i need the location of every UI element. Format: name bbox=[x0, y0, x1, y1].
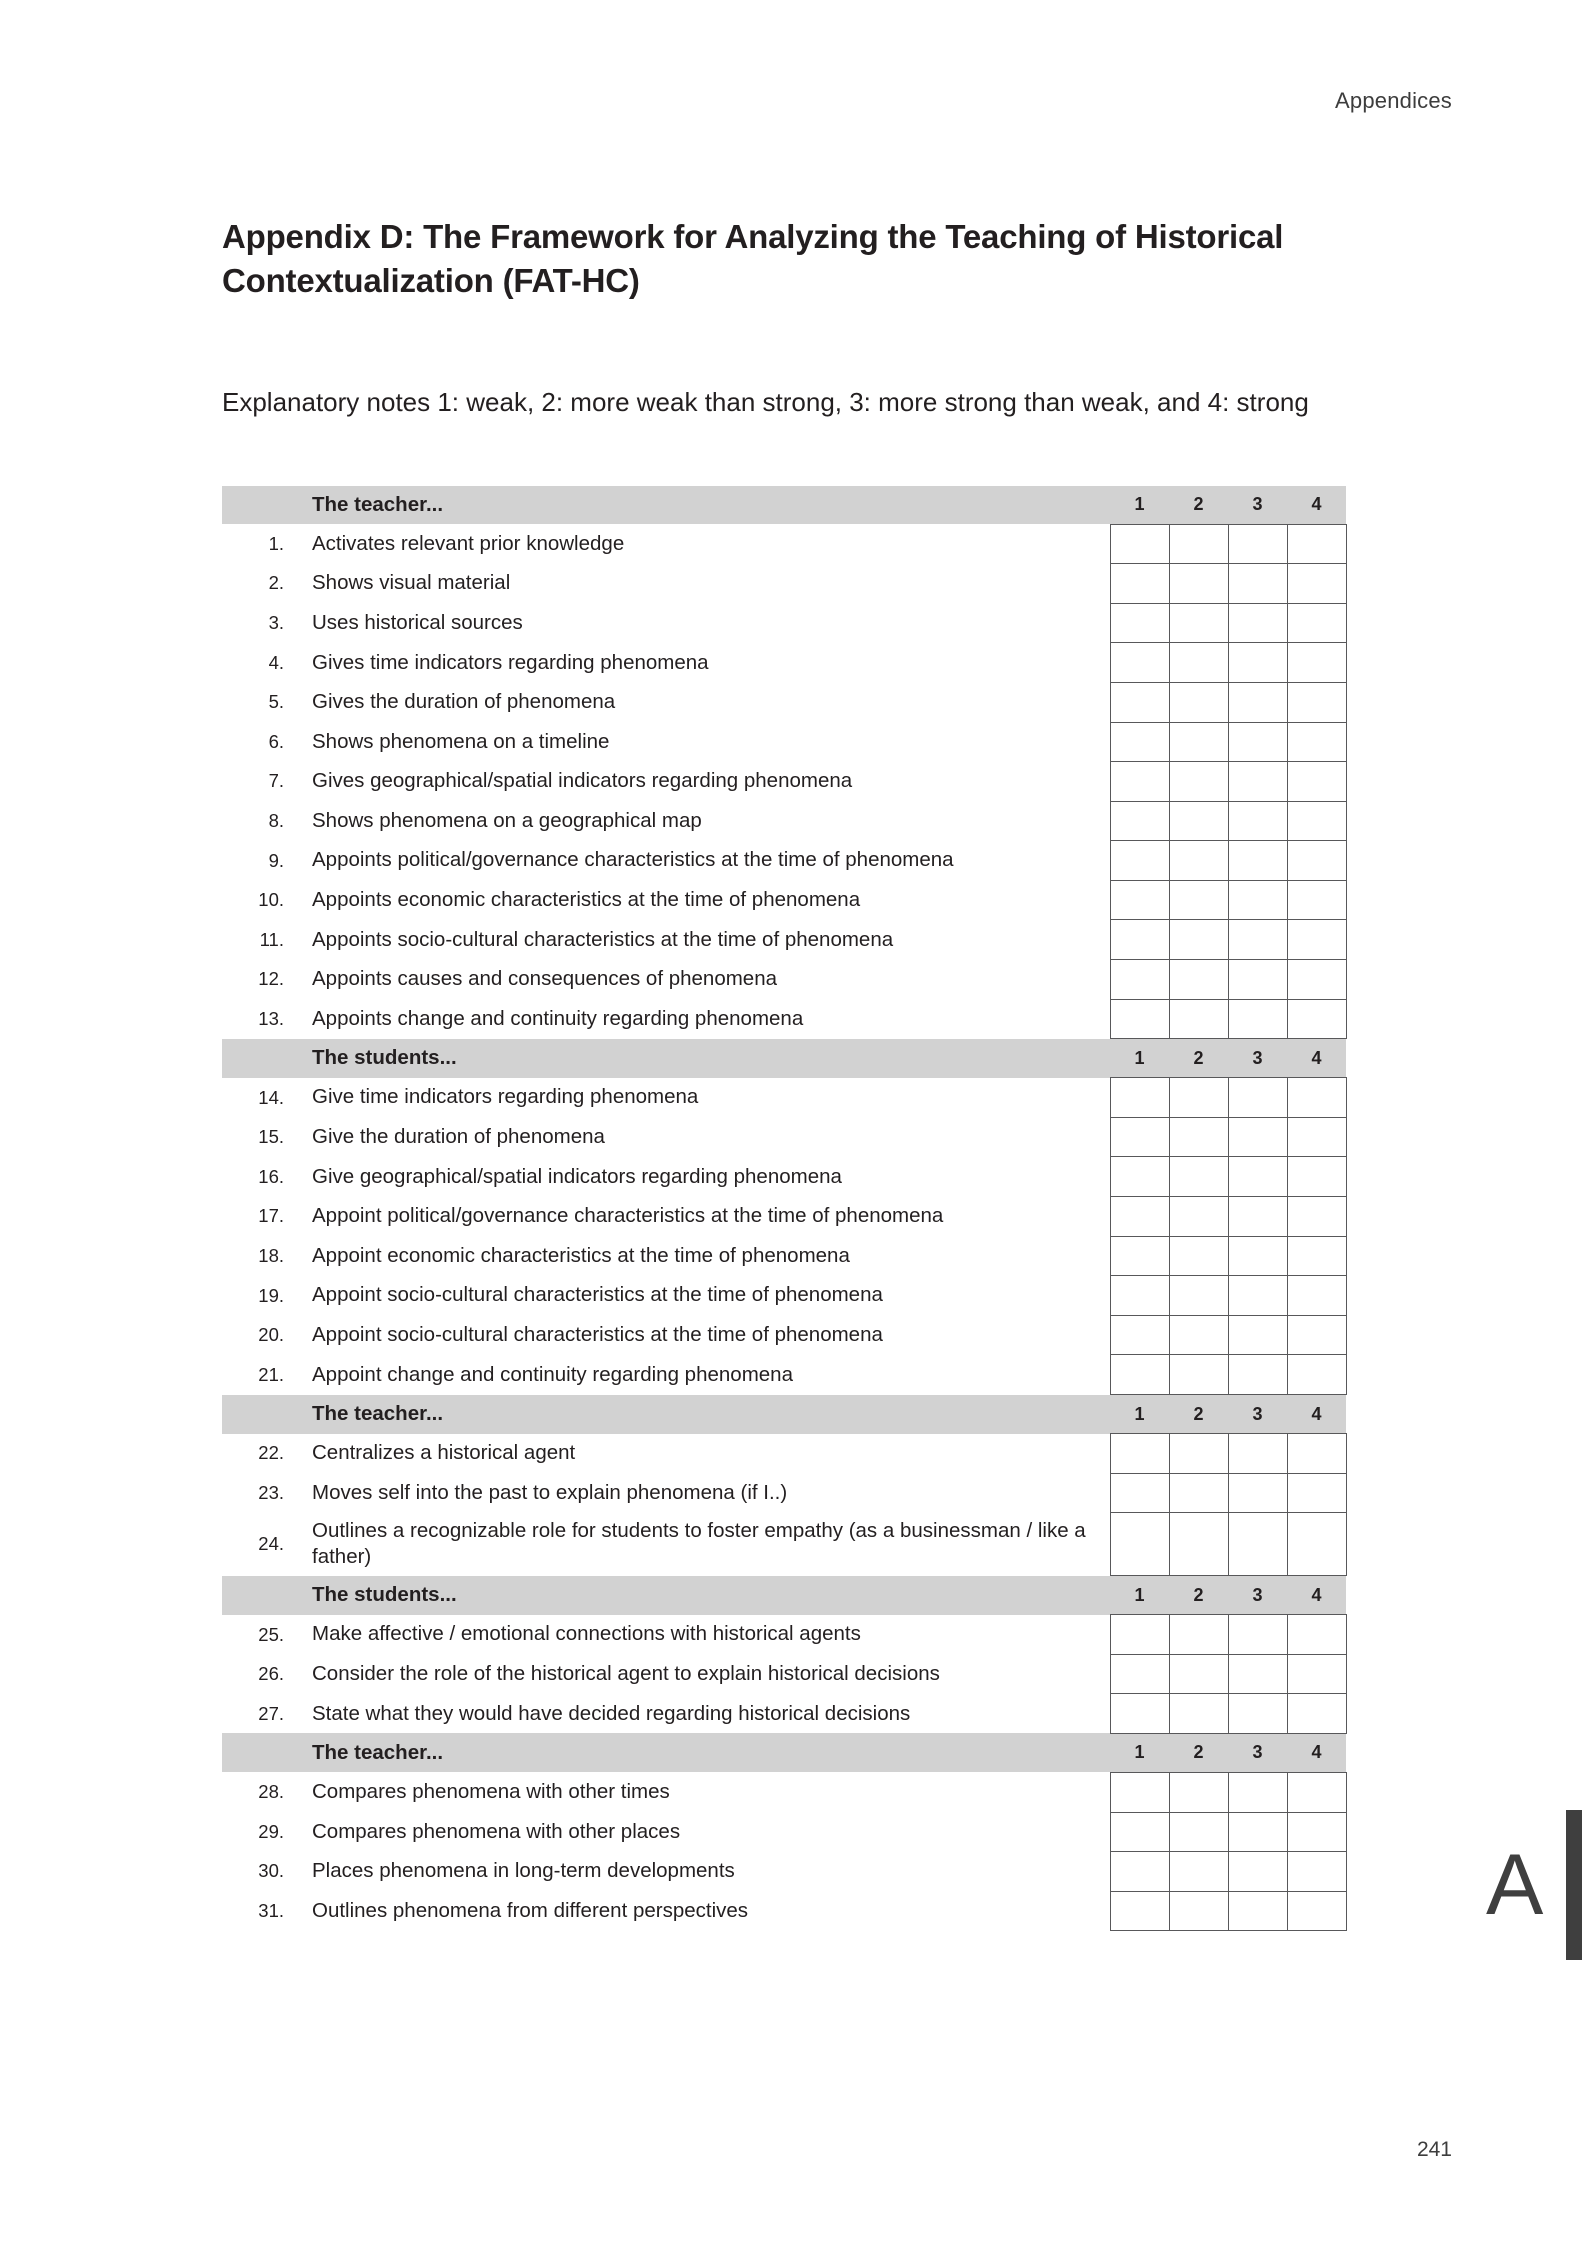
item-text: Centralizes a historical agent bbox=[312, 1441, 576, 1465]
score-checkbox-cell[interactable] bbox=[1169, 1078, 1228, 1118]
score-checkbox-cell[interactable] bbox=[1110, 1434, 1169, 1474]
table-row bbox=[222, 1157, 1346, 1197]
score-checkbox-cell[interactable] bbox=[1287, 1355, 1346, 1395]
table-section-header-row bbox=[222, 1733, 1346, 1772]
score-checkbox-cell[interactable] bbox=[1228, 1654, 1287, 1694]
table-row bbox=[222, 1615, 1346, 1655]
score-checkbox-cell[interactable] bbox=[1228, 1694, 1287, 1734]
item-number: 10. bbox=[258, 889, 284, 911]
score-checkbox-cell[interactable] bbox=[1228, 1157, 1287, 1197]
item-text: Moves self into the past to explain phenomena (if I..) bbox=[312, 1480, 788, 1504]
item-number: 20. bbox=[258, 1324, 284, 1346]
item-number: 16. bbox=[258, 1165, 284, 1187]
score-checkbox-cell[interactable] bbox=[1169, 1852, 1228, 1892]
table-row bbox=[222, 524, 1346, 564]
score-column-header: 2 bbox=[1169, 1733, 1228, 1772]
table-section-header-row bbox=[222, 1576, 1346, 1615]
item-number: 22. bbox=[258, 1442, 284, 1464]
score-checkbox-cell[interactable] bbox=[1110, 1236, 1169, 1276]
item-text: Outlines a recognizable role for students to foster empathy (as a businessman / like a father) bbox=[312, 1518, 1086, 1569]
score-checkbox-cell[interactable] bbox=[1228, 643, 1287, 683]
item-text: Appoints political/governance characteristics at the time of phenomena bbox=[312, 848, 954, 872]
score-checkbox-cell[interactable] bbox=[1169, 1615, 1228, 1655]
score-checkbox-cell[interactable] bbox=[1110, 762, 1169, 802]
item-text: Give the duration of phenomena bbox=[312, 1125, 605, 1149]
item-number: 7. bbox=[268, 770, 284, 792]
table-row bbox=[222, 1852, 1346, 1892]
score-checkbox-cell[interactable] bbox=[1110, 880, 1169, 920]
item-text: Consider the role of the historical agent to explain historical decisions bbox=[312, 1661, 940, 1685]
item-number: 17. bbox=[258, 1205, 284, 1227]
item-text: Appoint socio-cultural characteristics at the time of phenomena bbox=[312, 1283, 883, 1307]
item-text: Uses historical sources bbox=[312, 610, 523, 634]
section-header-spacer bbox=[222, 1395, 310, 1434]
table-section-header-row bbox=[222, 1395, 1346, 1434]
score-checkbox-cell[interactable] bbox=[1228, 524, 1287, 564]
section-header-spacer bbox=[222, 486, 310, 525]
item-number: 3. bbox=[268, 612, 284, 634]
score-checkbox-cell[interactable] bbox=[1228, 722, 1287, 762]
item-text: Compares phenomena with other times bbox=[312, 1780, 670, 1804]
item-number: 8. bbox=[268, 810, 284, 831]
score-checkbox-cell[interactable] bbox=[1228, 920, 1287, 960]
table-row bbox=[222, 682, 1346, 722]
item-number: 24. bbox=[258, 1533, 284, 1555]
score-column-header: 1 bbox=[1110, 486, 1169, 525]
item-text: State what they would have decided regarding historical decisions bbox=[312, 1701, 911, 1725]
score-checkbox-cell[interactable] bbox=[1228, 1078, 1287, 1118]
score-checkbox-cell[interactable] bbox=[1228, 1812, 1287, 1852]
score-checkbox-cell[interactable] bbox=[1287, 1513, 1346, 1576]
item-number: 6. bbox=[268, 730, 284, 752]
score-checkbox-cell[interactable] bbox=[1228, 1355, 1287, 1395]
score-checkbox-cell[interactable] bbox=[1110, 564, 1169, 604]
score-checkbox-cell[interactable] bbox=[1110, 643, 1169, 683]
score-checkbox-cell[interactable] bbox=[1287, 1654, 1346, 1694]
score-checkbox-cell[interactable] bbox=[1110, 1615, 1169, 1655]
table-row bbox=[222, 762, 1346, 802]
item-number: 1. bbox=[268, 532, 284, 554]
score-checkbox-cell[interactable] bbox=[1169, 1694, 1228, 1734]
item-number: 28. bbox=[258, 1781, 284, 1803]
score-column-header: 3 bbox=[1228, 1395, 1287, 1434]
item-number: 18. bbox=[258, 1244, 284, 1266]
item-number: 13. bbox=[258, 1007, 284, 1029]
table-row bbox=[222, 999, 1346, 1039]
section-header-spacer bbox=[222, 1733, 310, 1772]
page-number: 241 bbox=[1416, 2138, 1452, 2161]
table-row bbox=[222, 1694, 1346, 1734]
score-checkbox-cell[interactable] bbox=[1169, 1891, 1228, 1931]
score-checkbox-cell[interactable] bbox=[1169, 1434, 1228, 1474]
score-checkbox-cell[interactable] bbox=[1169, 960, 1228, 1000]
score-checkbox-cell[interactable] bbox=[1110, 1772, 1169, 1812]
score-column-header: 4 bbox=[1287, 1395, 1346, 1434]
score-checkbox-cell[interactable] bbox=[1228, 1276, 1287, 1316]
table-row bbox=[222, 880, 1346, 920]
score-column-header: 3 bbox=[1228, 1733, 1287, 1772]
score-checkbox-cell[interactable] bbox=[1228, 841, 1287, 881]
score-checkbox-cell[interactable] bbox=[1228, 682, 1287, 722]
item-text: Shows phenomena on a timeline bbox=[312, 729, 610, 753]
score-checkbox-cell[interactable] bbox=[1110, 1117, 1169, 1157]
score-checkbox-cell[interactable] bbox=[1287, 682, 1346, 722]
score-checkbox-cell[interactable] bbox=[1228, 1236, 1287, 1276]
score-checkbox-cell[interactable] bbox=[1110, 1513, 1169, 1576]
score-checkbox-cell[interactable] bbox=[1228, 603, 1287, 643]
item-number: 9. bbox=[268, 849, 284, 871]
item-text: Gives the duration of phenomena bbox=[312, 690, 616, 714]
score-checkbox-cell[interactable] bbox=[1228, 762, 1287, 802]
item-number: 15. bbox=[258, 1126, 284, 1148]
table-row bbox=[222, 1078, 1346, 1118]
score-checkbox-cell[interactable] bbox=[1169, 999, 1228, 1039]
table-row bbox=[222, 1236, 1346, 1276]
table-row bbox=[222, 1117, 1346, 1157]
score-checkbox-cell[interactable] bbox=[1228, 801, 1287, 841]
table-row bbox=[222, 1772, 1346, 1812]
score-checkbox-cell[interactable] bbox=[1228, 1434, 1287, 1474]
table-row bbox=[222, 960, 1346, 1000]
score-checkbox-cell[interactable] bbox=[1110, 1694, 1169, 1734]
table-row bbox=[222, 1473, 1346, 1513]
score-checkbox-cell[interactable] bbox=[1228, 1615, 1287, 1655]
table-section-header-row bbox=[222, 1039, 1346, 1078]
score-checkbox-cell[interactable] bbox=[1287, 841, 1346, 881]
score-checkbox-cell[interactable] bbox=[1169, 841, 1228, 881]
table-row bbox=[222, 1315, 1346, 1355]
score-checkbox-cell[interactable] bbox=[1169, 801, 1228, 841]
score-checkbox-cell[interactable] bbox=[1169, 682, 1228, 722]
item-text: Shows phenomena on a geographical map bbox=[312, 808, 702, 832]
section-header-label: The teacher... bbox=[310, 1733, 1110, 1772]
score-column-header: 3 bbox=[1228, 1576, 1287, 1615]
item-text: Gives geographical/spatial indicators regarding phenomena bbox=[312, 769, 853, 793]
item-text: Shows visual material bbox=[312, 571, 511, 595]
score-checkbox-cell[interactable] bbox=[1228, 880, 1287, 920]
table-row bbox=[222, 1355, 1346, 1395]
score-checkbox-cell[interactable] bbox=[1287, 1852, 1346, 1892]
score-checkbox-cell[interactable] bbox=[1228, 1473, 1287, 1513]
score-checkbox-cell[interactable] bbox=[1110, 1276, 1169, 1316]
score-checkbox-cell[interactable] bbox=[1287, 762, 1346, 802]
score-column-header: 3 bbox=[1228, 486, 1287, 525]
score-column-header: 2 bbox=[1169, 486, 1228, 525]
item-number: 4. bbox=[268, 651, 284, 673]
item-text: Appoint socio-cultural characteristics at the time of phenomena bbox=[312, 1323, 883, 1346]
item-text: Appoint political/governance characteristics at the time of phenomena bbox=[312, 1204, 944, 1228]
score-checkbox-cell[interactable] bbox=[1110, 1654, 1169, 1694]
table-row bbox=[222, 841, 1346, 881]
score-checkbox-cell[interactable] bbox=[1169, 564, 1228, 604]
table-row bbox=[222, 722, 1346, 762]
score-checkbox-cell[interactable] bbox=[1287, 1078, 1346, 1118]
score-checkbox-cell[interactable] bbox=[1169, 880, 1228, 920]
table-row bbox=[222, 1812, 1346, 1852]
score-checkbox-cell[interactable] bbox=[1110, 1315, 1169, 1355]
score-checkbox-cell[interactable] bbox=[1169, 1654, 1228, 1694]
explanatory-notes: Explanatory notes 1: weak, 2: more weak than strong, 3: more strong than weak, and 4: strong bbox=[222, 387, 1309, 418]
score-checkbox-cell[interactable] bbox=[1169, 1355, 1228, 1395]
score-column-header: 4 bbox=[1287, 1733, 1346, 1772]
score-column-header: 2 bbox=[1169, 1395, 1228, 1434]
running-head: Appendices bbox=[1335, 88, 1452, 113]
table-row bbox=[222, 1513, 1346, 1576]
score-checkbox-cell[interactable] bbox=[1287, 801, 1346, 841]
score-checkbox-cell[interactable] bbox=[1228, 1513, 1287, 1576]
table-row bbox=[222, 643, 1346, 683]
score-checkbox-cell[interactable] bbox=[1287, 1772, 1346, 1812]
item-text: Compares phenomena with other places bbox=[312, 1819, 681, 1843]
score-checkbox-cell[interactable] bbox=[1110, 1852, 1169, 1892]
score-checkbox-cell[interactable] bbox=[1169, 1315, 1228, 1355]
score-column-header: 1 bbox=[1110, 1039, 1169, 1078]
score-checkbox-cell[interactable] bbox=[1110, 920, 1169, 960]
score-checkbox-cell[interactable] bbox=[1228, 1772, 1287, 1812]
score-checkbox-cell[interactable] bbox=[1287, 1236, 1346, 1276]
section-header-spacer bbox=[222, 1039, 310, 1078]
score-checkbox-cell[interactable] bbox=[1169, 1812, 1228, 1852]
score-checkbox-cell[interactable] bbox=[1228, 1852, 1287, 1892]
score-checkbox-cell[interactable] bbox=[1287, 1473, 1346, 1513]
item-number: 12. bbox=[258, 968, 284, 990]
score-column-header: 2 bbox=[1169, 1039, 1228, 1078]
score-checkbox-cell[interactable] bbox=[1110, 1157, 1169, 1197]
score-column-header: 4 bbox=[1287, 486, 1346, 525]
item-number: 5. bbox=[268, 691, 284, 713]
section-header-label: The teacher... bbox=[310, 1395, 1110, 1434]
score-checkbox-cell[interactable] bbox=[1287, 920, 1346, 960]
score-column-header: 2 bbox=[1169, 1576, 1228, 1615]
score-column-header: 1 bbox=[1110, 1395, 1169, 1434]
table-section-header-row bbox=[222, 486, 1346, 525]
score-checkbox-cell[interactable] bbox=[1287, 564, 1346, 604]
page-title: Appendix D: The Framework for Analyzing the Teaching of Historical Contextualization (FAT-HC) bbox=[222, 218, 1284, 300]
score-checkbox-cell[interactable] bbox=[1110, 524, 1169, 564]
score-checkbox-cell[interactable] bbox=[1169, 1473, 1228, 1513]
thumb-tab-letter: A bbox=[1486, 1837, 1544, 1933]
score-checkbox-cell[interactable] bbox=[1228, 1117, 1287, 1157]
table-row bbox=[222, 1891, 1346, 1931]
score-checkbox-cell[interactable] bbox=[1228, 1315, 1287, 1355]
section-header-label: The students... bbox=[310, 1576, 1110, 1615]
score-checkbox-cell[interactable] bbox=[1169, 920, 1228, 960]
score-column-header: 4 bbox=[1287, 1039, 1346, 1078]
table-row bbox=[222, 1654, 1346, 1694]
table-row bbox=[222, 920, 1346, 960]
score-checkbox-cell[interactable] bbox=[1169, 762, 1228, 802]
item-text: Appoints socio-cultural characteristics at the time of phenomena bbox=[312, 927, 894, 951]
item-text: Places phenomena in long-term developments bbox=[312, 1859, 735, 1883]
fat-hc-table bbox=[222, 486, 1347, 1932]
score-checkbox-cell[interactable] bbox=[1287, 1812, 1346, 1852]
item-number: 23. bbox=[258, 1481, 284, 1503]
score-checkbox-cell[interactable] bbox=[1110, 1197, 1169, 1237]
item-number: 19. bbox=[258, 1284, 284, 1306]
item-number: 2. bbox=[268, 572, 284, 594]
score-checkbox-cell[interactable] bbox=[1287, 1315, 1346, 1355]
item-text: Gives time indicators regarding phenomena bbox=[312, 650, 709, 674]
item-text: Activates relevant prior knowledge bbox=[312, 531, 625, 555]
item-number: 25. bbox=[258, 1623, 284, 1645]
score-checkbox-cell[interactable] bbox=[1287, 722, 1346, 762]
score-checkbox-cell[interactable] bbox=[1287, 999, 1346, 1039]
item-text: Appoint economic characteristics at the time of phenomena bbox=[312, 1243, 850, 1267]
score-column-header: 4 bbox=[1287, 1576, 1346, 1615]
score-checkbox-cell[interactable] bbox=[1228, 999, 1287, 1039]
score-checkbox-cell[interactable] bbox=[1228, 960, 1287, 1000]
score-checkbox-cell[interactable] bbox=[1228, 1197, 1287, 1237]
score-checkbox-cell[interactable] bbox=[1169, 1197, 1228, 1237]
item-text: Outlines phenomena from different perspectives bbox=[312, 1898, 749, 1922]
score-column-header: 3 bbox=[1228, 1039, 1287, 1078]
table-row bbox=[222, 564, 1346, 604]
score-checkbox-cell[interactable] bbox=[1228, 564, 1287, 604]
item-number: 21. bbox=[258, 1363, 284, 1385]
item-text: Appoints economic characteristics at the time of phenomena bbox=[312, 888, 861, 912]
score-checkbox-cell[interactable] bbox=[1228, 1891, 1287, 1931]
score-checkbox-cell[interactable] bbox=[1287, 1615, 1346, 1655]
score-checkbox-cell[interactable] bbox=[1110, 1355, 1169, 1395]
item-text: Give geographical/spatial indicators regarding phenomena bbox=[312, 1164, 842, 1188]
score-checkbox-cell[interactable] bbox=[1169, 1513, 1228, 1576]
table-row bbox=[222, 1276, 1346, 1316]
score-checkbox-cell[interactable] bbox=[1110, 1473, 1169, 1513]
page-content bbox=[222, 215, 1352, 1931]
thumb-tab-bar bbox=[1566, 1810, 1582, 1960]
thumb-tab bbox=[1478, 1810, 1582, 1960]
score-checkbox-cell[interactable] bbox=[1169, 722, 1228, 762]
item-number: 29. bbox=[258, 1820, 284, 1842]
score-checkbox-cell[interactable] bbox=[1287, 1694, 1346, 1734]
score-checkbox-cell[interactable] bbox=[1287, 880, 1346, 920]
item-number: 27. bbox=[258, 1702, 284, 1724]
table-row bbox=[222, 1197, 1346, 1237]
score-checkbox-cell[interactable] bbox=[1287, 1276, 1346, 1316]
score-checkbox-cell[interactable] bbox=[1169, 603, 1228, 643]
score-checkbox-cell[interactable] bbox=[1287, 1891, 1346, 1931]
score-checkbox-cell[interactable] bbox=[1287, 1434, 1346, 1474]
score-checkbox-cell[interactable] bbox=[1110, 1078, 1169, 1118]
score-checkbox-cell[interactable] bbox=[1110, 841, 1169, 881]
score-checkbox-cell[interactable] bbox=[1110, 682, 1169, 722]
score-checkbox-cell[interactable] bbox=[1110, 999, 1169, 1039]
score-checkbox-cell[interactable] bbox=[1110, 801, 1169, 841]
table-row bbox=[222, 801, 1346, 841]
score-checkbox-cell[interactable] bbox=[1169, 1236, 1228, 1276]
score-checkbox-cell[interactable] bbox=[1169, 643, 1228, 683]
item-number: 11. bbox=[259, 928, 284, 950]
item-text: Appoint change and continuity regarding phenomena bbox=[312, 1362, 793, 1386]
score-checkbox-cell[interactable] bbox=[1169, 524, 1228, 564]
section-header-spacer bbox=[222, 1576, 310, 1615]
score-checkbox-cell[interactable] bbox=[1169, 1772, 1228, 1812]
section-header-label: The students... bbox=[310, 1039, 1110, 1078]
item-text: Make affective / emotional connections with historical agents bbox=[312, 1622, 861, 1646]
score-checkbox-cell[interactable] bbox=[1169, 1276, 1228, 1316]
table-row bbox=[222, 1434, 1346, 1474]
score-checkbox-cell[interactable] bbox=[1110, 960, 1169, 1000]
score-checkbox-cell[interactable] bbox=[1110, 1891, 1169, 1931]
item-number: 31. bbox=[258, 1900, 284, 1922]
score-checkbox-cell[interactable] bbox=[1287, 524, 1346, 564]
score-checkbox-cell[interactable] bbox=[1169, 1117, 1228, 1157]
item-text: Appoints change and continuity regarding phenomena bbox=[312, 1006, 804, 1030]
score-checkbox-cell[interactable] bbox=[1110, 603, 1169, 643]
score-checkbox-cell[interactable] bbox=[1287, 1197, 1346, 1237]
score-checkbox-cell[interactable] bbox=[1287, 1157, 1346, 1197]
item-text: Appoints causes and consequences of phenomena bbox=[312, 967, 778, 991]
item-number: 14. bbox=[258, 1086, 284, 1108]
table-row bbox=[222, 603, 1346, 643]
section-header-label: The teacher... bbox=[310, 486, 1110, 525]
score-checkbox-cell[interactable] bbox=[1169, 1157, 1228, 1197]
item-number: 30. bbox=[258, 1860, 284, 1882]
score-checkbox-cell[interactable] bbox=[1287, 603, 1346, 643]
score-checkbox-cell[interactable] bbox=[1287, 643, 1346, 683]
score-checkbox-cell[interactable] bbox=[1110, 1812, 1169, 1852]
score-column-header: 1 bbox=[1110, 1576, 1169, 1615]
item-text: Give time indicators regarding phenomena bbox=[312, 1085, 699, 1109]
score-checkbox-cell[interactable] bbox=[1110, 722, 1169, 762]
score-checkbox-cell[interactable] bbox=[1287, 960, 1346, 1000]
score-checkbox-cell[interactable] bbox=[1287, 1117, 1346, 1157]
score-column-header: 1 bbox=[1110, 1733, 1169, 1772]
item-number: 26. bbox=[258, 1663, 284, 1685]
